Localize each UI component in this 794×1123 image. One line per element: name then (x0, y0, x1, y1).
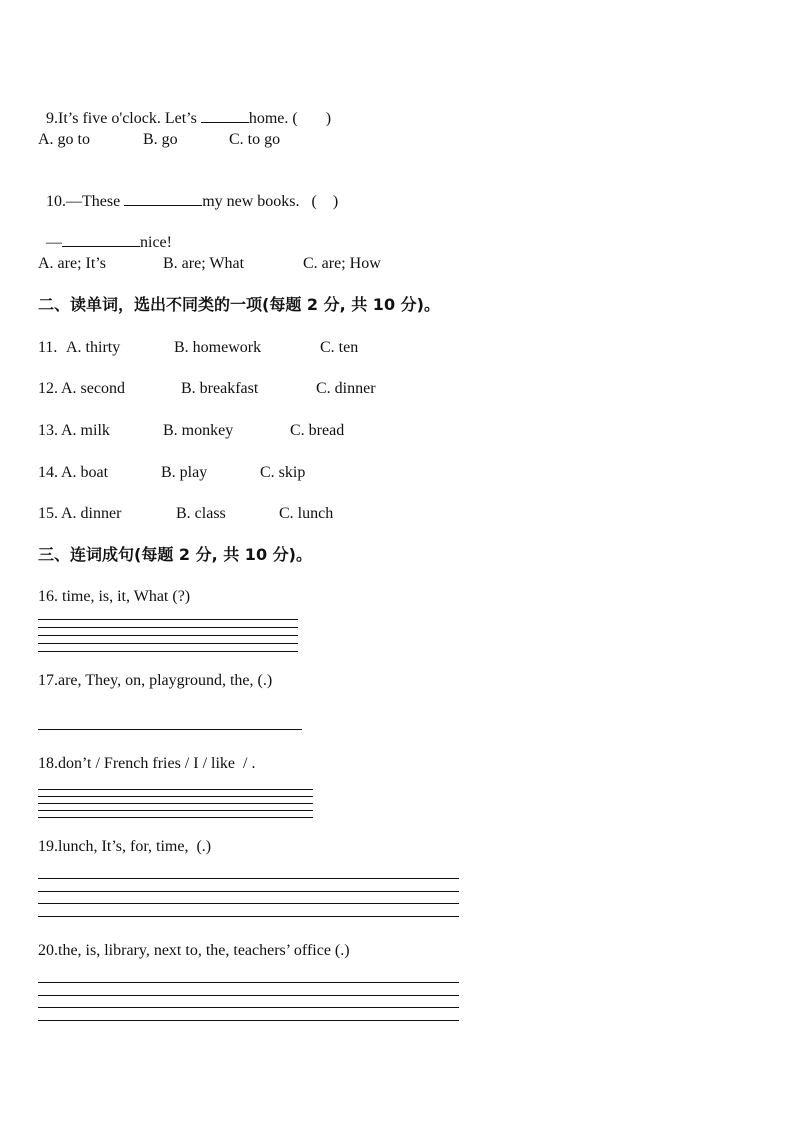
writing-line[interactable] (38, 817, 313, 818)
section-heading-3: 三、连词成句(每题 2 分, 共 10 分)。 (38, 545, 312, 564)
q14-option-c[interactable]: C. skip (260, 464, 306, 481)
question-10 (38, 171, 338, 212)
question-10-stem: 10.—These (46, 193, 125, 210)
q10-option-a[interactable]: A. are; It’s (38, 255, 106, 272)
writing-line[interactable] (38, 995, 459, 996)
question-19: 19.lunch, It’s, for, time, (.) (38, 838, 212, 855)
q11-number: 11. (38, 339, 62, 356)
writing-line[interactable] (38, 796, 313, 797)
writing-line[interactable] (38, 651, 298, 652)
writing-line[interactable] (38, 903, 459, 904)
question-9-stem: 9.It’s five o'clock. Let’s (46, 110, 201, 127)
q10-option-b[interactable]: B. are; What (163, 255, 245, 272)
question-18: 18.don’t / French fries / I / like / . (38, 755, 256, 772)
writing-line[interactable] (38, 891, 459, 892)
q12-option-c[interactable]: C. dinner (316, 380, 376, 397)
question-9 (38, 88, 331, 129)
section-heading-2: 二、读单词，选出不同类的一项(每题 2 分, 共 10 分)。 (38, 295, 440, 314)
q11-option-a[interactable]: A. thirty (66, 339, 121, 356)
writing-line[interactable] (38, 1020, 459, 1021)
question-10-reply (38, 212, 172, 253)
writing-line[interactable] (38, 635, 298, 636)
q13-number: 13. (38, 422, 58, 439)
q14-number: 14. (38, 464, 58, 481)
answer-blank[interactable] (201, 108, 249, 123)
reply-end: nice! (140, 234, 172, 251)
question-10-stem-end: my new books. ( ) (202, 193, 339, 210)
writing-line[interactable] (38, 729, 302, 730)
q11-option-b[interactable]: B. homework (174, 339, 262, 356)
writing-line[interactable] (38, 1007, 459, 1008)
answer-blank[interactable] (62, 232, 140, 247)
q15-number: 15. (38, 505, 58, 522)
q13-option-a[interactable]: A. milk (61, 422, 110, 439)
writing-line[interactable] (38, 643, 298, 644)
reply-dash: — (46, 234, 62, 251)
writing-line[interactable] (38, 982, 459, 983)
writing-line[interactable] (38, 803, 313, 804)
question-17: 17.are, They, on, playground, the, (.) (38, 672, 273, 689)
question-20: 20.the, is, library, next to, the, teachers’ office (.) (38, 942, 350, 959)
q15-option-c[interactable]: C. lunch (279, 505, 334, 522)
q15-option-b[interactable]: B. class (176, 505, 226, 522)
q12-number: 12. (38, 380, 58, 397)
q15-option-a[interactable]: A. dinner (61, 505, 122, 522)
writing-line[interactable] (38, 916, 459, 917)
q12-option-b[interactable]: B. breakfast (181, 380, 259, 397)
writing-line[interactable] (38, 810, 313, 811)
q14-option-a[interactable]: A. boat (61, 464, 109, 481)
writing-line[interactable] (38, 619, 298, 620)
q13-option-b[interactable]: B. monkey (163, 422, 234, 439)
q12-option-a[interactable]: A. second (61, 380, 125, 397)
answer-blank[interactable] (124, 191, 202, 206)
writing-line[interactable] (38, 789, 313, 790)
writing-line[interactable] (38, 878, 459, 879)
writing-line[interactable] (38, 627, 298, 628)
question-16: 16. time, is, it, What (?) (38, 588, 191, 605)
q9-option-a[interactable]: A. go to (38, 131, 90, 148)
q11-option-c[interactable]: C. ten (320, 339, 359, 356)
q14-option-b[interactable]: B. play (161, 464, 208, 481)
q13-option-c[interactable]: C. bread (290, 422, 345, 439)
q10-option-c[interactable]: C. are; How (303, 255, 381, 272)
q9-option-c[interactable]: C. to go (229, 131, 281, 148)
q9-option-b[interactable]: B. go (143, 131, 178, 148)
question-9-stem-end: home. ( ) (248, 110, 332, 127)
